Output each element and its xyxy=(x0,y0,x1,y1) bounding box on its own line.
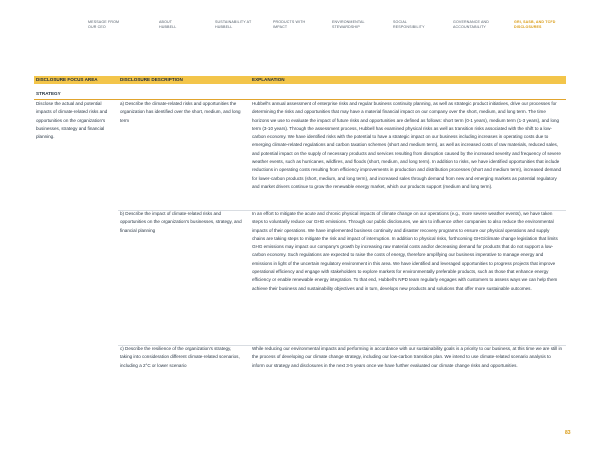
nav-message-from-ceo[interactable]: MESSAGE FROM OUR CEO xyxy=(88,20,120,29)
row-c-explanation: While reducing our environmental impacts and performing in accordance with our sustainability goals is a priority to our business, at this time we are still in the process of developing our climate change strategy, including our low-carbon transition plan. We intend to use climate-related scenario analysis to inform our strategy and disclosures in the next 3-5 years once we have further evaluated our climate change risks and opportunities. xyxy=(252,346,563,368)
table-header xyxy=(34,76,566,84)
nav-products-with-impact[interactable]: PRODUCTS WITH IMPACT xyxy=(273,20,306,29)
nav-sustainability-at-hubbell[interactable]: SUSTAINABILITY AT HUBBELL xyxy=(215,20,252,29)
nav-about-hubbell[interactable]: ABOUT HUBBELL xyxy=(159,20,177,29)
header-focus-area: DISCLOSURE FOCUS AREA xyxy=(36,77,98,82)
row-b-explanation: In an effort to mitigate the acute and chronic physical impacts of climate change on our operations (e.g., more severe weather events), we have taken steps to voluntarily reduce our GHG emissions. Through our public disclosures, we aim to influence other companies to also reduce the environmental impacts of their operations. We have implemented business continuity and disaster recovery programs to ensure our physical operations and supply chains are taking steps to mitigate the risk and impact of interruption. In addition to physical risks, forthcoming GHG/climate change legislation that limits GHG emissions may impact our company's growth by increasing raw material costs and/or decreasing demand for products that do not support a low-carbon economy. Such regulations are expected to raise the costs of energy, therefore amplifying our business imperative to manage energy and emissions in light of the uncertain regulatory environment in this area. We have identified and leveraged opportunities to progress projects that improve operational efficiency and engage with stakeholders to explore markets for environmentally preferable products, such as those that enhance energy efficiency or enable renewable energy integration. To that end, Hubbell's NPD team regularly engages with customers to assess ways we can help them achieve their business and sustainability objectives and in turn, develops new products and solutions that offer more sustainable outcomes. xyxy=(252,211,558,291)
header-description: DISCLOSURE DESCRIPTION xyxy=(120,77,183,82)
page-number: 83 xyxy=(565,430,571,436)
nav-social-responsibility[interactable]: SOCIAL RESPONSIBILITY xyxy=(393,20,425,29)
nav-environmental-stewardship[interactable]: ENVIRONMENTAL STEWARDSHIP xyxy=(332,20,365,29)
header-explanation: EXPLANATION xyxy=(252,77,285,82)
nav-gri-sasb-tcfd-disclosures[interactable]: GRI, SASB, AND TCFD DISCLOSURES xyxy=(514,20,556,29)
section-strategy: STRATEGY xyxy=(36,91,61,96)
row-c-description: c) Describe the resilience of the organization's strategy, taking into consideration different climate-related scenarios, including a 2°C or lower scenario xyxy=(120,346,240,368)
row-a-explanation: Hubbell's annual assessment of enterprise risks and regular business continuity planning, as well as strategic product initiatives, drive our processes for determining the risks and opportunities that may have a material financial impact on our company over the short, medium, and long term. The time horizons we use to evaluate the impact of future risks and opportunities are defined as follows: short term (0-1 years), medium term (1-3 years), and long term (3-10 years). Through the assessment process, Hubbell has examined physical risks as well as transition risks associated with the shift to a low-carbon economy. We have identified risks with the potential to have a strategic impact on our business including increases in operating costs due to emerging climate-related regulations and carbon taxation schemes (short and medium term), as well as increased costs of raw materials, reduced sales, and potential impact on the supply of necessary products and services resulting from disruption caused by the increased severity and frequency of severe weather events, such as hurricanes, wildfires, and floods (short, medium, and long term). In addition to risks, we have identified opportunities that include reductions in operating costs resulting from efficiency improvements in production and distribution processes (short and medium term), increased demand for lower-carbon products (short, medium, and long term), and increased sales through demand from new and emerging markets as potential regulatory and market drivers continue to grow the renewable energy market, which our products support (medium and long term). xyxy=(252,101,562,189)
focus-area-text: Disclose the actual and potential impacts of climate-related risks and opportunities on the organization's businesses, strategy and financial planning. xyxy=(36,101,108,140)
row-a-description: a) Describe the climate-related risks and opportunities the organization has identified over the short, medium, and long term xyxy=(120,101,241,123)
row-b-description: b) Describe the impact of climate-related risks and opportunities on the organization's businesses, strategy, and financial planning xyxy=(120,211,242,233)
nav-governance-and-accountability[interactable]: GOVERNANCE AND ACCOUNTABILITY xyxy=(453,20,490,29)
